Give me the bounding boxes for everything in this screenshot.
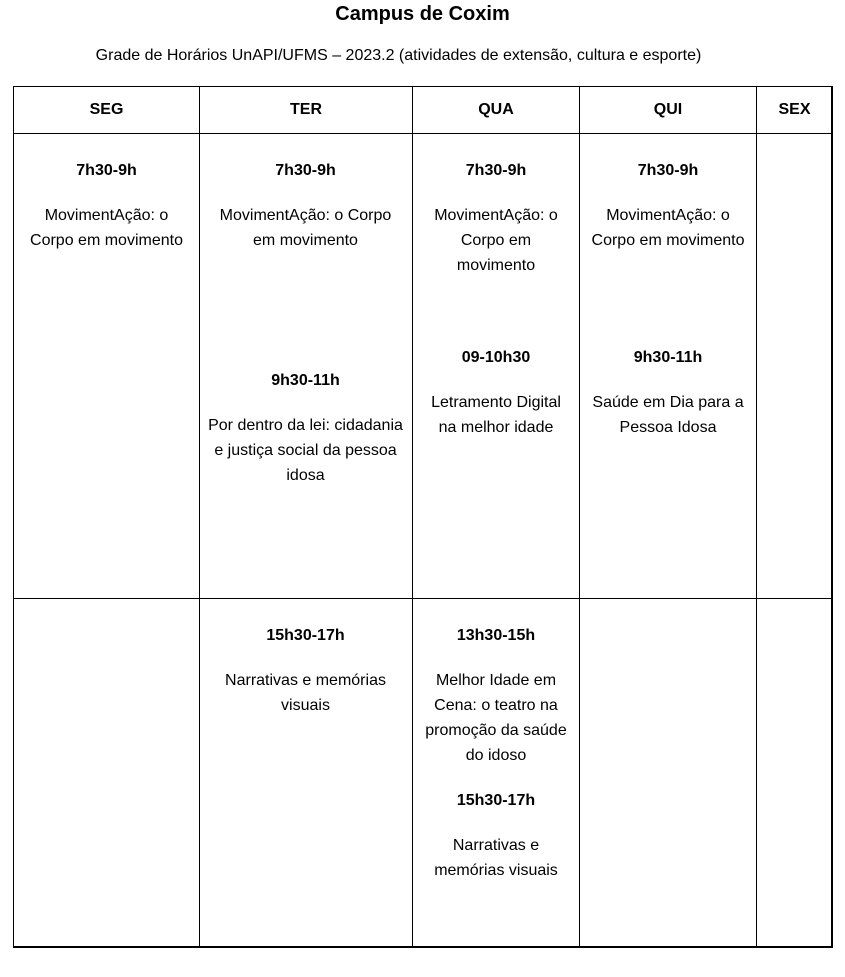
- slot-time: 7h30-9h: [76, 162, 137, 179]
- header-divider: [14, 133, 831, 134]
- column-header-seg: SEG: [89, 101, 124, 118]
- slot-activity: Melhor Idade em Cena: o teatro na promoção da saúde do idoso: [425, 672, 567, 764]
- slot-time: 15h30-17h: [456, 792, 536, 809]
- slot-time: 15h30-17h: [266, 627, 345, 644]
- schedule-slot-qua-morning-2: [420, 345, 572, 440]
- column-header-ter: TER: [290, 101, 322, 118]
- document-subtitle: Grade de Horários UnAPI/UFMS – 2023.2 (atividades de extensão, cultura e esporte): [95, 47, 702, 64]
- slot-activity: Por dentro da lei: cidadania e justiça social da pessoa idosa: [208, 417, 403, 484]
- slot-time: 9h30-11h: [271, 372, 340, 389]
- schedule-slot-ter-morning-1: [207, 158, 404, 253]
- document-title: Campus de Coxim: [335, 3, 510, 25]
- column-header-qua: QUA: [478, 101, 514, 118]
- slot-activity: MovimentAção: o Corpo em movimento: [434, 207, 558, 274]
- period-divider: [14, 598, 831, 599]
- schedule-table: [13, 86, 833, 948]
- column-header-qui: QUI: [653, 101, 683, 118]
- schedule-slot-qua-afternoon-1: [420, 623, 572, 768]
- schedule-slot-qui-morning-2: [587, 345, 749, 440]
- slot-activity: Letramento Digital na melhor idade: [431, 394, 561, 436]
- slot-time: 7h30-9h: [465, 162, 527, 179]
- schedule-slot-qui-morning-1: [587, 158, 749, 253]
- schedule-slot-qua-morning-1: [420, 158, 572, 278]
- column-divider: [756, 87, 757, 946]
- slot-activity: MovimentAção: o Corpo em movimento: [30, 207, 183, 249]
- column-divider: [579, 87, 580, 946]
- slot-time: 7h30-9h: [637, 162, 699, 179]
- schedule-slot-qua-afternoon-2: [420, 788, 572, 883]
- schedule-slot-ter-afternoon-1: [207, 623, 404, 718]
- slot-activity: MovimentAção: o Corpo em movimento: [591, 207, 745, 249]
- slot-time: 13h30-15h: [456, 627, 536, 644]
- slot-time: 09-10h30: [461, 349, 531, 366]
- slot-activity: Narrativas e memórias visuais: [225, 672, 386, 714]
- column-divider: [199, 87, 200, 946]
- schedule-slot-seg-morning-1: [29, 158, 184, 253]
- slot-time: 9h30-11h: [633, 349, 703, 366]
- column-header-sex: SEX: [778, 101, 811, 118]
- slot-time: 7h30-9h: [275, 162, 336, 179]
- slot-activity: MovimentAção: o Corpo em movimento: [219, 207, 392, 249]
- column-divider: [412, 87, 413, 946]
- schedule-slot-ter-morning-2: [207, 368, 404, 488]
- slot-activity: Narrativas e memórias visuais: [434, 837, 558, 879]
- slot-activity: Saúde em Dia para a Pessoa Idosa: [592, 394, 744, 436]
